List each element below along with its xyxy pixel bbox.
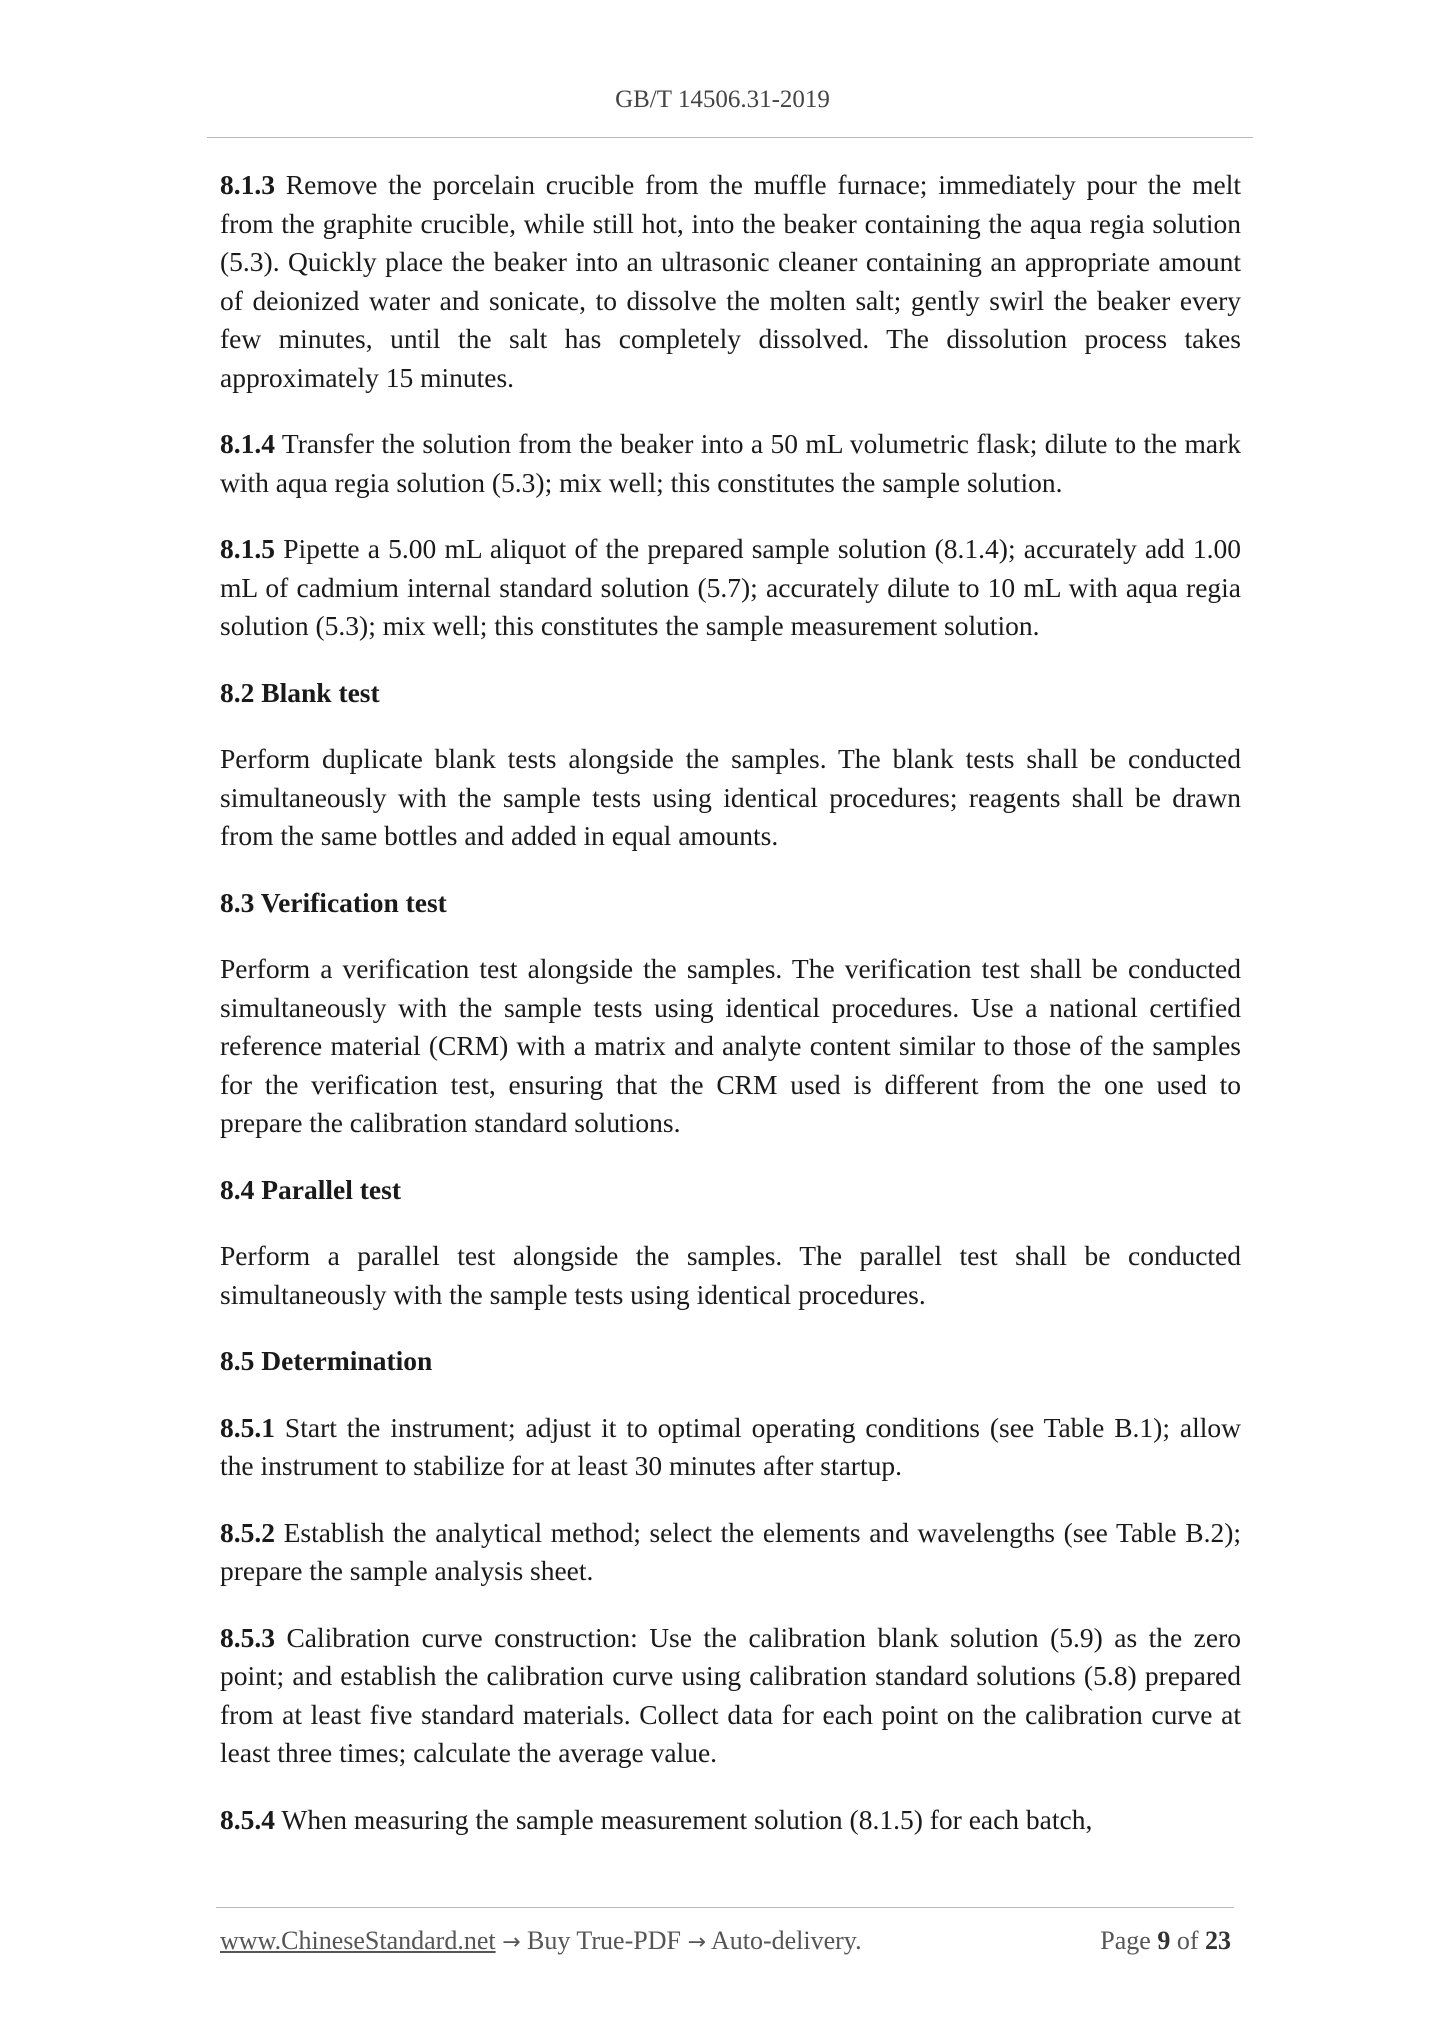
section-text-8-2: Perform duplicate blank tests alongside the samples. The blank tests shall be conducted simultaneously with the sample tests using identical procedures; reagents shall be drawn from the same bottles and added in equal amounts.: [220, 743, 1241, 851]
section-text-8-3: Perform a verification test alongside the samples. The verification test shall be conducted simultaneously with the sample tests using identical procedures. Use a national certified reference material (CRM) with a matrix and analyte content similar to those of the samples for the verification test, ensuring that the CRM used is different from the one used to prepare the calibration standard solutions.: [220, 953, 1241, 1138]
clause-number: 8.5.4: [220, 1803, 275, 1835]
clause-number: 8.1.3: [220, 169, 275, 200]
clause-8-5-3: [220, 1619, 1241, 1773]
clause-8-5-4: [220, 1801, 1241, 1840]
clause-number: 8.5.3: [220, 1621, 275, 1653]
section-heading-8-3: 8.3 Verification test: [220, 886, 447, 918]
clause-text: Calibration curve construction: Use the calibration blank solution (5.9) as the zero point; and establish the calibration curve using calibration standard solutions (5.8) prepared from at least five standard materials. Collect data for each point on the calibration curve at least three times; calculate the average value.: [220, 1621, 1241, 1768]
delivery-text: Auto-delivery.: [705, 1926, 862, 1955]
document-body: [220, 166, 1241, 1867]
footer-divider: [216, 1907, 1234, 1908]
page-indicator: [1100, 1926, 1231, 1956]
clause-8-5-2: [220, 1514, 1241, 1591]
header-divider: [207, 137, 1253, 138]
section-text-8-4: Perform a parallel test alongside the samples. The parallel test shall be conducted simultaneously with the sample tests using identical procedures.: [220, 1240, 1241, 1310]
footer-promo: [220, 1926, 862, 1956]
page-label: Page: [1100, 1926, 1151, 1955]
clause-text: Remove the porcelain crucible from the muffle furnace; immediately pour the melt from the graphite crucible, while still hot, into the beaker containing the aqua regia solution (5.3). Quickly place the beaker into an ultrasonic cleaner containing an appropriate amount of deionized water and sonicate, to dissolve the molten salt; gently swirl the beaker every few minutes, until the salt has completely dissolved. The dissolution process takes approximately 15 minutes.: [220, 169, 1241, 393]
clause-8-1-4: [220, 425, 1241, 502]
arrow-right-icon: →: [502, 1930, 521, 1955]
arrow-right-icon: →: [687, 1930, 706, 1955]
buy-text: Buy True-PDF: [520, 1926, 688, 1955]
clause-8-1-3: [220, 166, 1241, 397]
page-number: 9: [1157, 1926, 1171, 1955]
site-link[interactable]: www.ChineseStandard.net: [220, 1926, 496, 1955]
clause-number: 8.1.5: [220, 533, 275, 564]
section-heading-8-2: 8.2 Blank test: [220, 676, 380, 708]
clause-8-1-5: [220, 530, 1241, 646]
clause-number: 8.5.1: [220, 1411, 275, 1443]
clause-text: Establish the analytical method; select the elements and wavelengths (see Table B.2); prepare the sample analysis sheet.: [220, 1516, 1241, 1586]
clause-text: When measuring the sample measurement solution (8.1.5) for each batch,: [275, 1803, 1093, 1835]
of-label: of: [1176, 1926, 1199, 1955]
clause-8-5-1: [220, 1409, 1241, 1486]
section-heading-8-4: 8.4 Parallel test: [220, 1173, 401, 1205]
document-header: GB/T 14506.31-2019: [615, 86, 830, 113]
page-total: 23: [1205, 1926, 1231, 1955]
clause-text: Transfer the solution from the beaker into a 50 mL volumetric flask; dilute to the mark with aqua regia solution (5.3); mix well; this constitutes the sample solution.: [220, 428, 1241, 498]
clause-number: 8.5.2: [220, 1516, 275, 1548]
clause-text: Start the instrument; adjust it to optimal operating conditions (see Table B.1); allow the instrument to stabilize for at least 30 minutes after startup.: [220, 1411, 1241, 1481]
clause-number: 8.1.4: [220, 428, 275, 459]
section-heading-8-5: 8.5 Determination: [220, 1345, 433, 1376]
clause-text: Pipette a 5.00 mL aliquot of the prepared sample solution (8.1.4); accurately add 1.00 mL of cadmium internal standard solution (5.7); accurately dilute to 10 mL with aqua regia solution (5.3); mix well; this constitutes the sample measurement solution.: [220, 533, 1241, 641]
